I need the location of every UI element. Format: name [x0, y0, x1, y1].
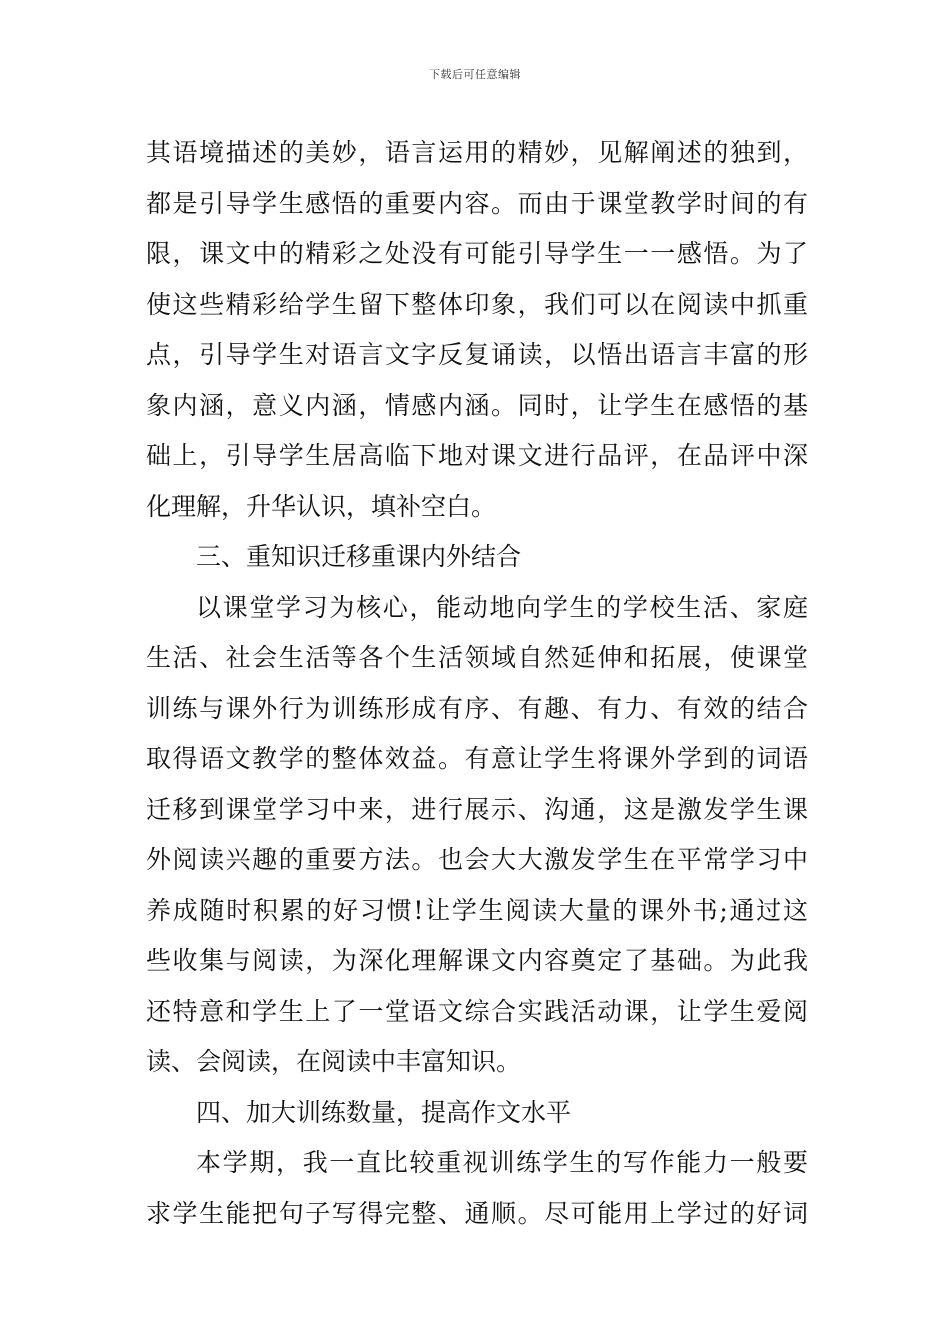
text-line: 其语境描述的美妙，语言运用的精妙，见解阐述的独到， [146, 138, 808, 167]
text-line: 养成随时积累的好习惯!让学生阅读大量的课外书;通过这 [146, 895, 808, 925]
section-heading-3: 三、重知识迁移重课内外结合 [196, 542, 522, 571]
text-line: 还特意和学生上了一堂语文综合实践活动课，让学生爱阅 [146, 996, 808, 1026]
text-line: 限，课文中的精彩之处没有可能引导学生一一感悟。为了 [146, 239, 808, 268]
text-line: 外阅读兴趣的重要方法。也会大大激发学生在平常学习中 [146, 845, 808, 874]
page-header-note: 下载后可任意编辑 [429, 68, 521, 81]
text-line: 迁移到课堂学习中来，进行展示、沟通，这是激发学生课 [146, 794, 808, 824]
text-line: 求学生能把句子写得完整、通顺。尽可能用上学过的好词 [146, 1198, 808, 1228]
text-line: 生活、社会生活等各个生活领域自然延伸和拓展，使课堂 [146, 643, 808, 672]
document-body [146, 128, 808, 1239]
text-line: 读、会阅读，在阅读中丰富知识。 [146, 1047, 522, 1076]
text-line: 些收集与阅读，为深化理解课文内容奠定了基础。为此我 [146, 946, 808, 975]
text-line: 使这些精彩给学生留下整体印象，我们可以在阅读中抓重 [146, 289, 808, 319]
text-line: 础上，引导学生居高临下地对课文进行品评，在品评中深 [146, 441, 808, 470]
text-line: 都是引导学生感悟的重要内容。而由于课堂教学时间的有 [146, 188, 808, 218]
text-line: 以课堂学习为核心，能动地向学生的学校生活、家庭 [196, 592, 808, 622]
text-line: 化理解，升华认识，填补空白。 [146, 491, 497, 521]
text-line: 象内涵，意义内涵，情感内涵。同时，让学生在感悟的基 [146, 390, 808, 420]
text-line: 本学期，我一直比较重视训练学生的写作能力一般要 [196, 1148, 808, 1177]
text-line: 训练与课外行为训练形成有序、有趣、有力、有效的结合 [146, 693, 808, 723]
text-line: 点，引导学生对语言文字反复诵读，以悟出语言丰富的形 [146, 340, 808, 369]
text-line: 取得语文教学的整体效益。有意让学生将课外学到的词语 [146, 744, 808, 773]
section-heading-4: 四、加大训练数量，提高作文水平 [196, 1097, 572, 1127]
